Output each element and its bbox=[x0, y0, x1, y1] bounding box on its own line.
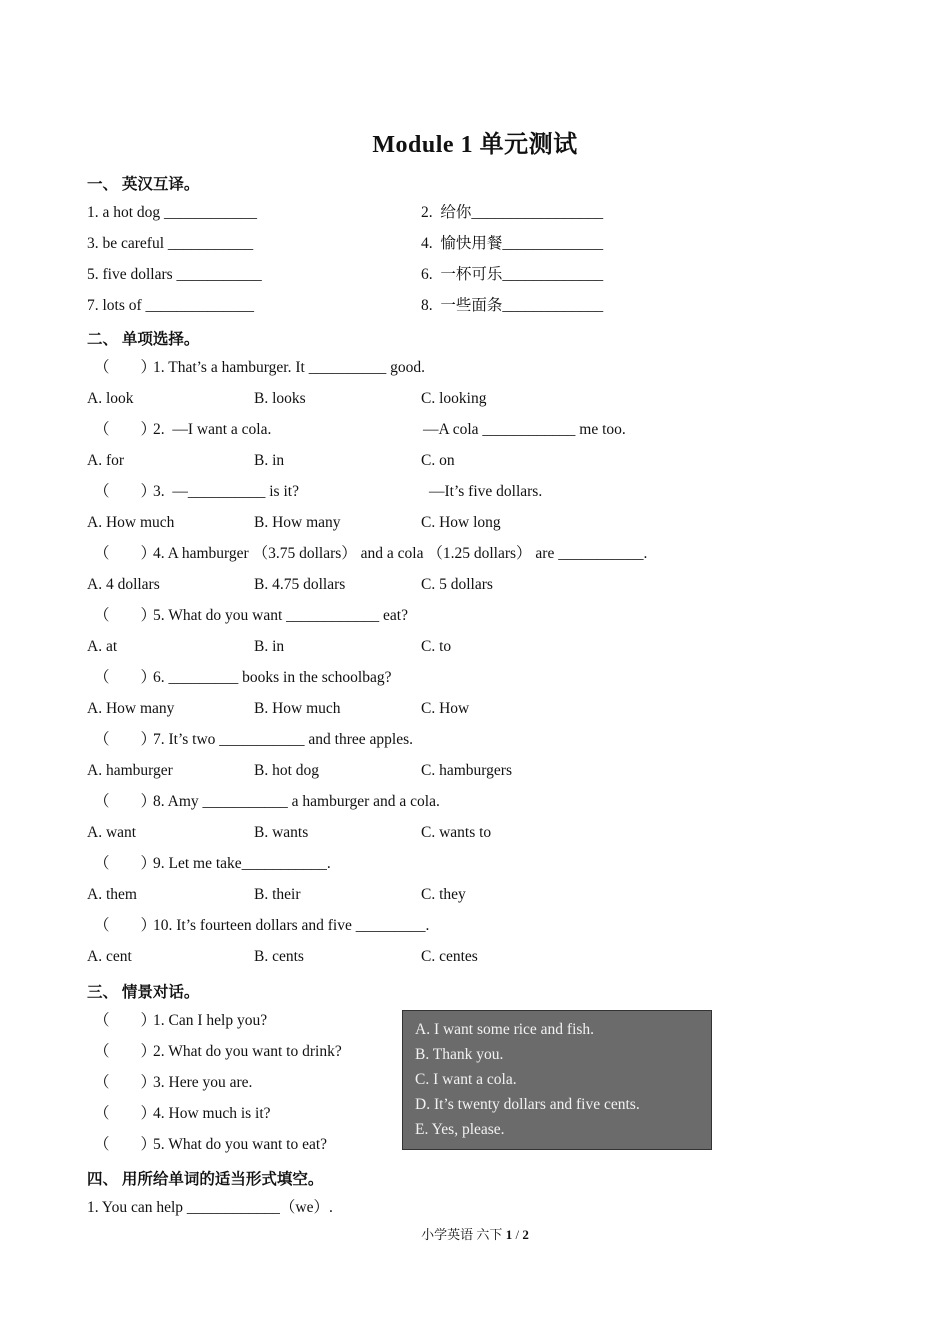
translate-item: 5. five dollars ___________ bbox=[87, 266, 262, 283]
option-b: B. looks bbox=[254, 390, 306, 407]
dialogue-question: 3. Here you are. bbox=[153, 1074, 253, 1091]
question-text: 6. _________ books in the schoolbag? bbox=[153, 669, 392, 686]
option-b: B. hot dog bbox=[254, 762, 320, 779]
option-c: C. they bbox=[421, 886, 466, 903]
translate-item: 4. 愉快用餐_____________ bbox=[421, 235, 604, 252]
answer-paren: （ ） bbox=[94, 607, 157, 624]
translate-item: 8. 一些面条_____________ bbox=[421, 297, 604, 314]
option-a: A. for bbox=[87, 452, 125, 469]
dialogue-question: 1. Can I help you? bbox=[153, 1012, 268, 1029]
answer-option: E. Yes, please. bbox=[415, 1121, 505, 1138]
option-b: B. cents bbox=[254, 948, 304, 965]
option-b: B. 4.75 dollars bbox=[254, 576, 346, 593]
answer-paren: （ ） bbox=[94, 1136, 157, 1153]
footer-separator: / bbox=[512, 1227, 523, 1242]
section-heading-fill: 四、 用所给单词的适当形式填空。 bbox=[87, 1171, 324, 1188]
question-text: 10. It’s fourteen dollars and five _________. bbox=[153, 917, 430, 934]
answer-paren: （ ） bbox=[94, 917, 157, 934]
option-c: C. on bbox=[421, 452, 455, 469]
question-text: 7. It’s two ___________ and three apples. bbox=[153, 731, 414, 748]
option-c: C. centes bbox=[421, 948, 478, 965]
section-heading-dialogue: 三、 情景对话。 bbox=[87, 984, 200, 1001]
section-heading-choice: 二、 单项选择。 bbox=[87, 331, 200, 348]
option-b: B. How many bbox=[254, 514, 341, 531]
dialogue-question: 5. What do you want to eat? bbox=[153, 1136, 328, 1153]
translate-item: 1. a hot dog ____________ bbox=[87, 204, 258, 221]
answer-option: B. Thank you. bbox=[415, 1046, 504, 1063]
page-footer bbox=[0, 1224, 950, 1243]
option-b: B. their bbox=[254, 886, 301, 903]
answer-paren: （ ） bbox=[94, 421, 157, 438]
option-b: B. in bbox=[254, 638, 285, 655]
option-a: A. want bbox=[87, 824, 137, 841]
question-text: 9. Let me take___________. bbox=[153, 855, 331, 872]
question-text: 1. That’s a hamburger. It __________ good. bbox=[153, 359, 425, 376]
footer-page-total: 2 bbox=[522, 1227, 529, 1242]
translate-item: 6. 一杯可乐_____________ bbox=[421, 266, 604, 283]
answer-options-box bbox=[402, 1010, 712, 1150]
answer-paren: （ ） bbox=[94, 483, 157, 500]
option-c: C. 5 dollars bbox=[421, 576, 493, 593]
question-text: 8. Amy ___________ a hamburger and a cola. bbox=[153, 793, 440, 810]
option-a: A. cent bbox=[87, 948, 132, 965]
question-text: 5. What do you want ____________ eat? bbox=[153, 607, 408, 624]
option-b: B. in bbox=[254, 452, 285, 469]
option-a: A. at bbox=[87, 638, 118, 655]
answer-paren: （ ） bbox=[94, 731, 157, 748]
option-c: C. hamburgers bbox=[421, 762, 512, 779]
option-c: C. to bbox=[421, 638, 452, 655]
translate-item: 7. lots of ______________ bbox=[87, 297, 255, 314]
question-text: 4. A hamburger （3.75 dollars） and a cola （1.25 dollars） are ___________. bbox=[153, 545, 648, 562]
question-text-response: —A cola ____________ me too. bbox=[423, 421, 626, 438]
answer-option: C. I want a cola. bbox=[415, 1071, 517, 1088]
answer-option: D. It’s twenty dollars and five cents. bbox=[415, 1096, 640, 1113]
option-a: A. How many bbox=[87, 700, 175, 717]
option-b: B. How much bbox=[254, 700, 341, 717]
footer-label: 小学英语 六下 bbox=[421, 1227, 503, 1242]
option-a: A. 4 dollars bbox=[87, 576, 160, 593]
answer-paren: （ ） bbox=[94, 1043, 157, 1060]
answer-paren: （ ） bbox=[94, 545, 157, 562]
translate-item: 3. be careful ___________ bbox=[87, 235, 254, 252]
option-a: A. hamburger bbox=[87, 762, 173, 779]
option-b: B. wants bbox=[254, 824, 309, 841]
option-a: A. them bbox=[87, 886, 137, 903]
answer-option: A. I want some rice and fish. bbox=[415, 1021, 595, 1038]
question-text: 2. —I want a cola. bbox=[153, 421, 272, 438]
option-c: C. How long bbox=[421, 514, 501, 531]
question-text: 3. —__________ is it? bbox=[153, 483, 299, 500]
option-c: C. wants to bbox=[421, 824, 492, 841]
question-text-response: —It’s five dollars. bbox=[429, 483, 543, 500]
translate-item: 2. 给你_________________ bbox=[421, 204, 604, 221]
answer-paren: （ ） bbox=[94, 669, 157, 686]
dialogue-question: 4. How much is it? bbox=[153, 1105, 271, 1122]
option-c: C. looking bbox=[421, 390, 487, 407]
option-a: A. look bbox=[87, 390, 134, 407]
answer-paren: （ ） bbox=[94, 1074, 157, 1091]
answer-paren: （ ） bbox=[94, 359, 157, 376]
footer-page-number: 1 bbox=[505, 1227, 513, 1242]
page-title: Module 1 单元测试 bbox=[372, 132, 578, 158]
section-heading-translate: 一、 英汉互译。 bbox=[87, 176, 200, 193]
dialogue-question: 2. What do you want to drink? bbox=[153, 1043, 342, 1060]
fill-question: 1. You can help ____________（we）. bbox=[87, 1199, 333, 1216]
answer-paren: （ ） bbox=[94, 855, 157, 872]
answer-paren: （ ） bbox=[94, 1012, 157, 1029]
answer-paren: （ ） bbox=[94, 1105, 157, 1122]
option-c: C. How bbox=[421, 700, 470, 717]
answer-paren: （ ） bbox=[94, 793, 157, 810]
option-a: A. How much bbox=[87, 514, 175, 531]
